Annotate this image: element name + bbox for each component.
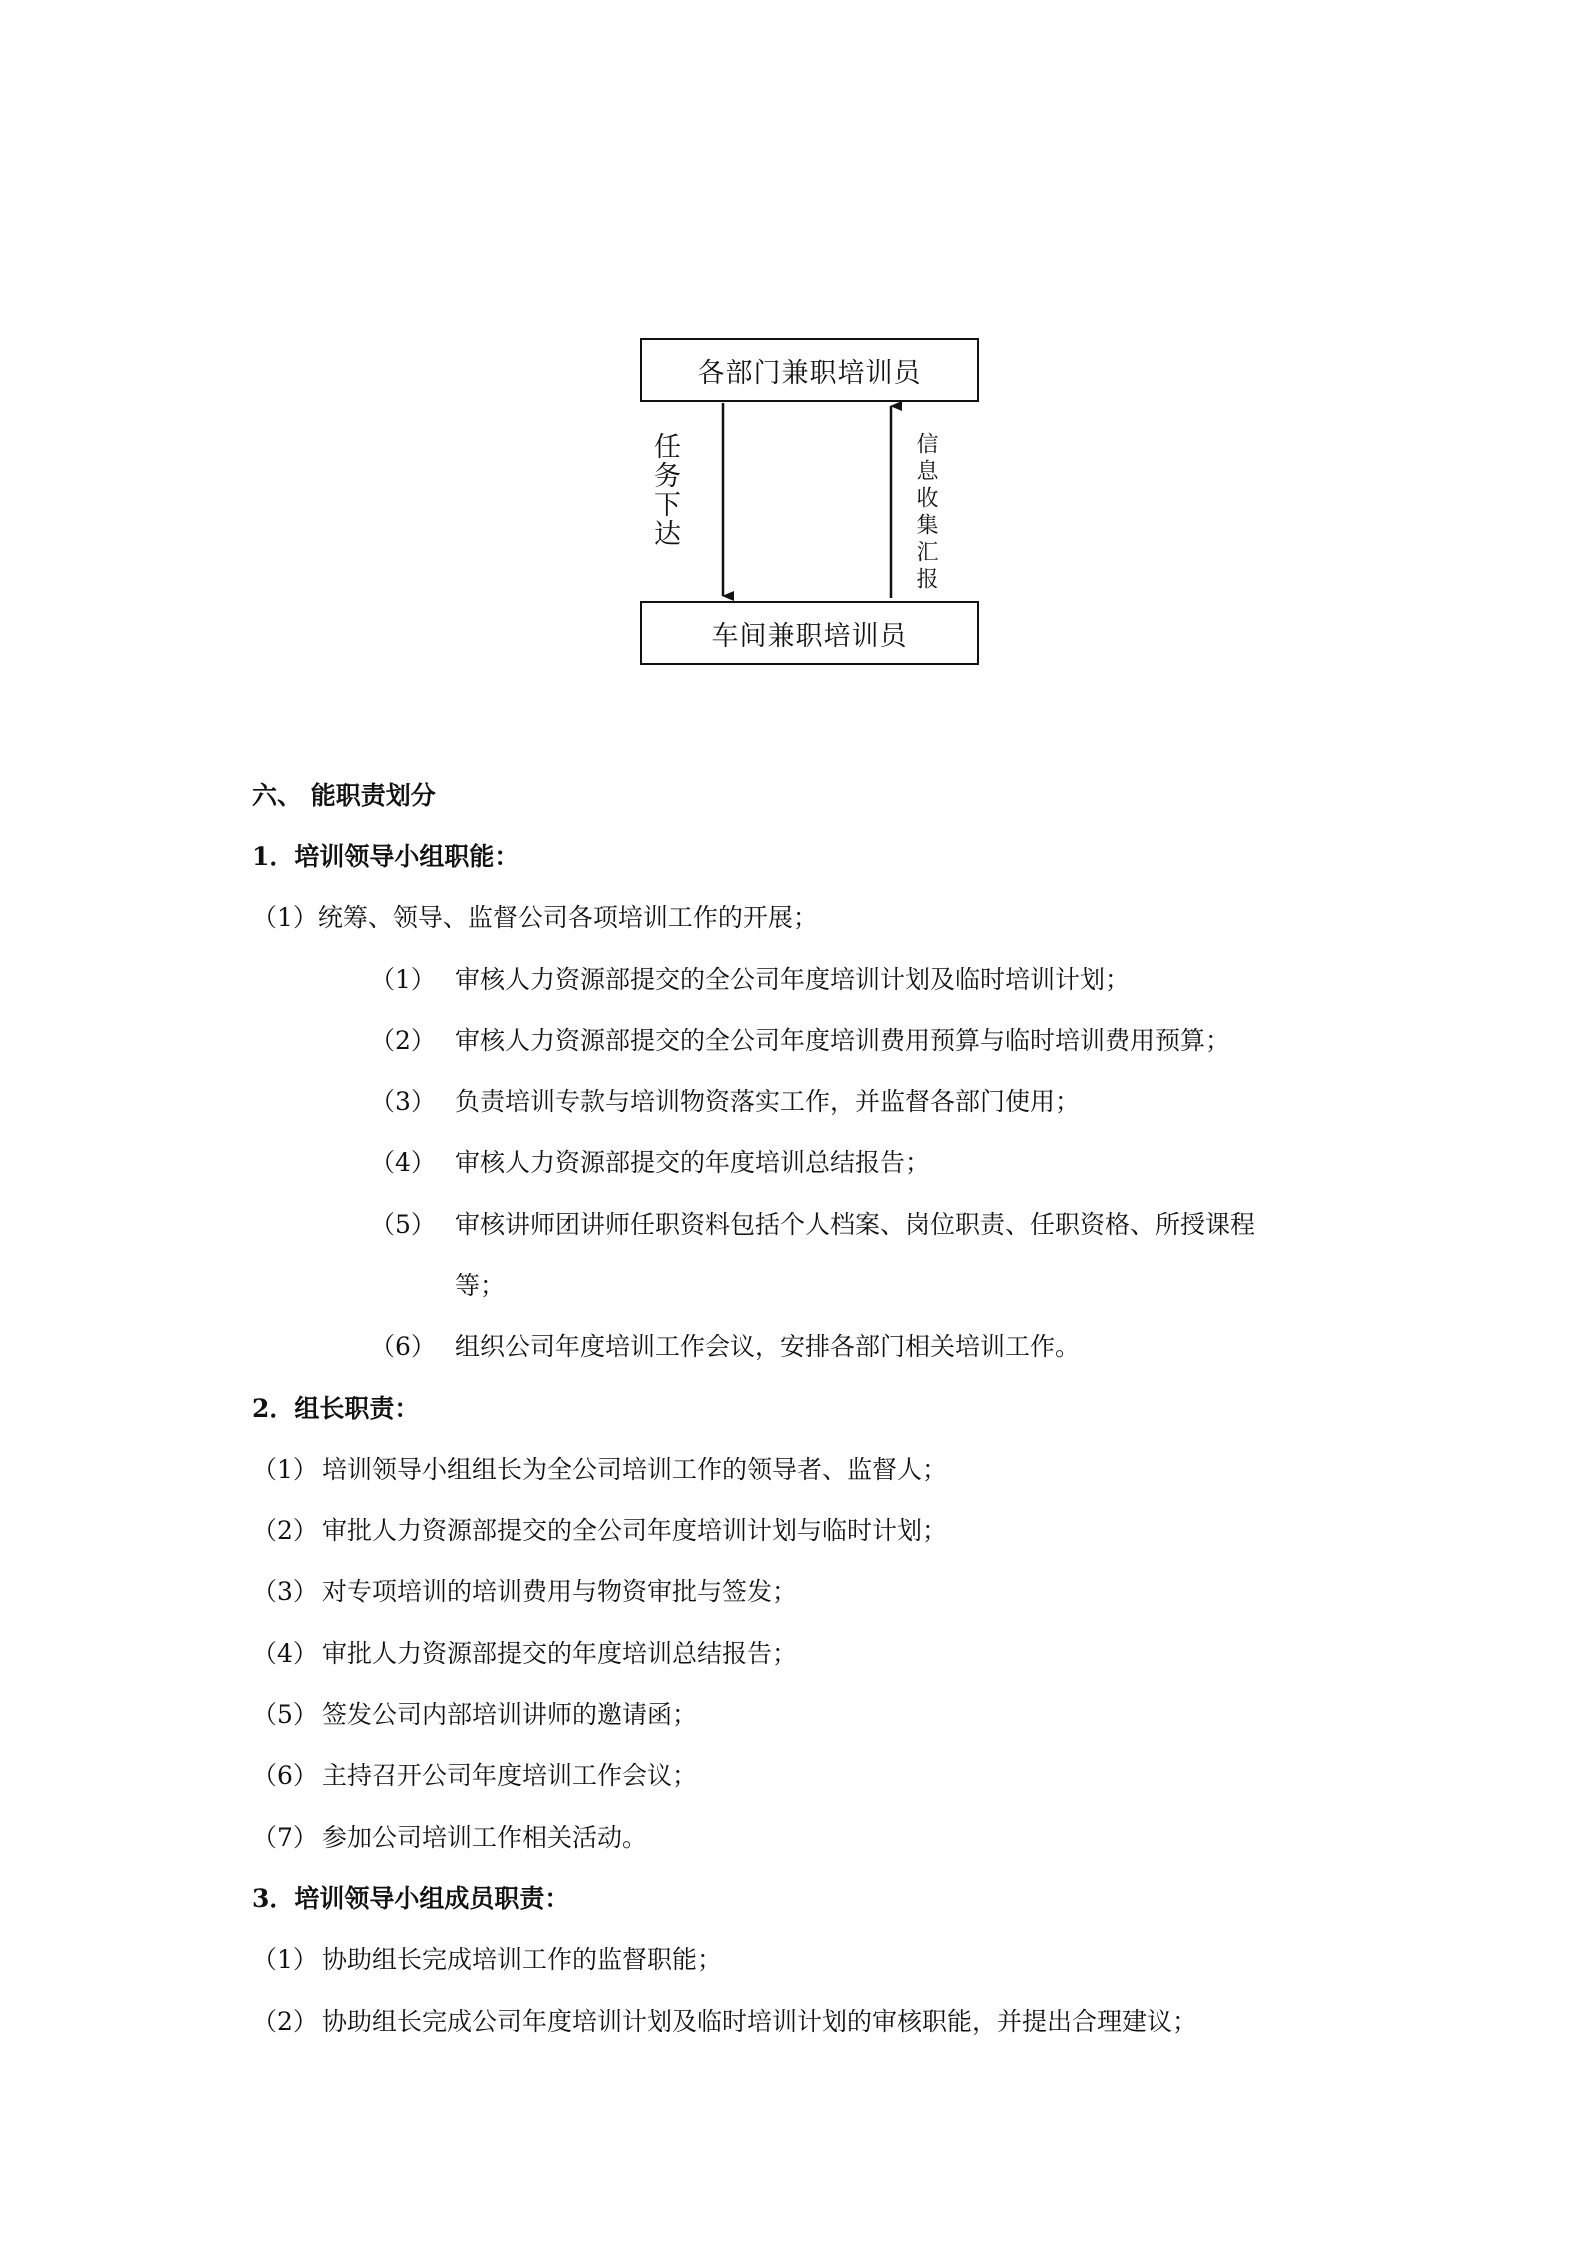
p3-heading: 3．培训领导小组成员职责： [252,1884,570,1913]
list-item: （3） 对专项培训的培训费用与物资审批与签发； [252,1577,798,1606]
list-item: （5） 签发公司内部培训讲师的邀请函； [252,1700,698,1729]
list-item: （7） 参加公司培训工作相关活动。 [252,1823,648,1852]
list-item: （3） 负责培训专款与培训物资落实工作，并监督各部门使用； [370,1087,1081,1116]
top-box-label: 各部门兼职培训员 [697,357,922,389]
list-item: （1） 协助组长完成培训工作的监督职能； [252,1945,723,1974]
flowchart-arrows [0,0,1594,700]
list-item: （5） 审核讲师团讲师任职资料包括个人档案、岗位职责、任职资格、所授课程 [370,1210,1256,1239]
list-item: （4） 审批人力资源部提交的年度培训总结报告； [252,1639,798,1668]
list-item: （6） 组织公司年度培训工作会议，安排各部门相关培训工作。 [370,1332,1081,1361]
list-item: （2） 审批人力资源部提交的全公司年度培训计划与临时计划； [252,1516,948,1545]
list-item: （4） 审核人力资源部提交的年度培训总结报告； [370,1148,931,1177]
list-item: （1） 审核人力资源部提交的全公司年度培训计划及临时培训计划； [370,965,1131,994]
p1-heading: 1．培训领导小组职能： [252,842,520,871]
section-heading: 六、 能职责划分 [252,781,436,810]
up-arrow-label: 信息收集汇报 [913,432,938,594]
down-arrow-label: 任务下达 [649,432,680,548]
list-item: （6） 主持召开公司年度培训工作会议； [252,1761,698,1790]
p2-heading: 2．组长职责： [252,1394,420,1423]
list-item: （2） 协助组长完成公司年度培训计划及临时培训计划的审核职能，并提出合理建议； [252,2007,1198,2036]
list-item: （1） 培训领导小组组长为全公司培训工作的领导者、监督人； [252,1455,948,1484]
p1-intro-item: （1）统筹、领导、监督公司各项培训工作的开展； [252,903,818,932]
list-item-continuation: 等； [455,1271,506,1300]
list-item: （2） 审核人力资源部提交的全公司年度培训费用预算与临时培训费用预算； [370,1026,1231,1055]
bottom-box-label: 车间兼职培训员 [711,620,908,652]
